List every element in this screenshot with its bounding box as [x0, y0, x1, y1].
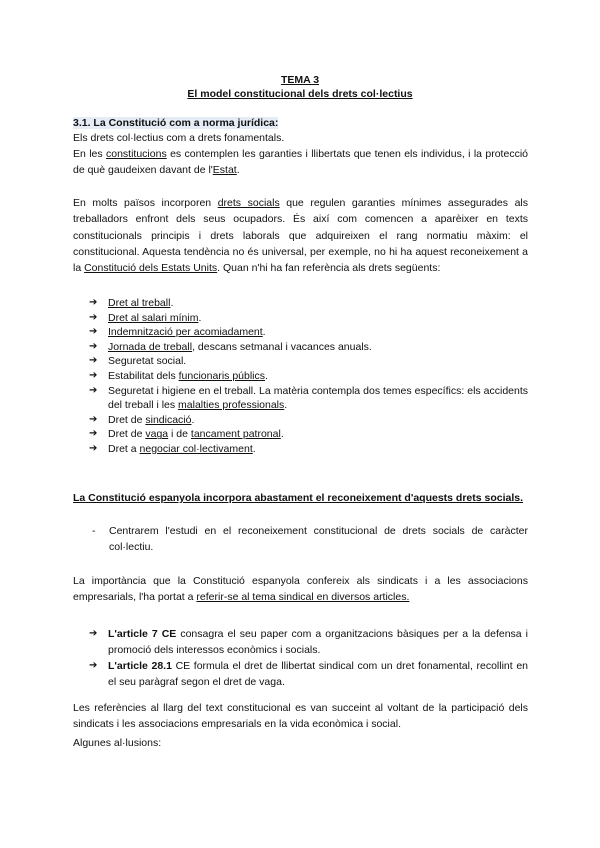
paragraph-constitutions: [73, 146, 528, 179]
dash-bullet: -: [92, 525, 96, 537]
arrow-icon: ➔: [89, 428, 98, 440]
list-link[interactable]: tancament patronal: [190, 428, 281, 441]
list-item: ➔ Indemnització per acomiadament.: [89, 326, 266, 339]
link-drets-socials[interactable]: drets socials: [217, 197, 280, 209]
section-heading: [73, 115, 528, 131]
list-link[interactable]: negociar col·lectivament: [139, 442, 253, 455]
arrow-icon: ➔: [89, 442, 98, 454]
p3-text-a: La importància que la Constitució espanyola confereix als sindicats i a les associacions empresarials, l'ha portat a: [73, 575, 528, 604]
p2-text-b: que regulen garanties mínimes assegurades als treballadors enfront dels seus ocupadors. És així com comencen a aparèixer en texts constitucionals principis i drets laborals que adquireixen el rang normatiu màxim: el constitucional. Aquesta tendència no és universal, per exemple, no hi ha aquest reconeixement a la: [73, 197, 528, 275]
list-link[interactable]: Dret al salari mínim: [108, 311, 199, 324]
list-link[interactable]: funcionaris públics: [178, 369, 266, 382]
arrow-icon: ➔: [89, 660, 98, 671]
article-ref: L'article 7 CE: [108, 628, 177, 640]
section2-heading: La Constitució espanyola incorpora abastament el reconeixement d'aquests drets socials.: [73, 492, 524, 504]
article-item: [89, 658, 528, 690]
p1-text-a: En les: [73, 148, 106, 160]
list-item: ➔ Dret a negociar col·lectivament.: [89, 442, 256, 455]
p2-text-c: . Quan n'hi ha fan referència als drets següents:: [217, 262, 441, 275]
list-item: ➔ Estabilitat dels funcionaris públics.: [89, 369, 268, 382]
link-constitucions[interactable]: constitucions: [106, 148, 167, 160]
rights-list: [89, 296, 528, 457]
list-item: ➔ Seguretat social.: [89, 355, 187, 368]
article-ref: L'article 28.1: [108, 660, 172, 672]
list-item: ➔ Dret de sindicació.: [89, 413, 195, 426]
list-item: ➔ Dret al salari mínim.: [89, 311, 202, 324]
list-link[interactable]: malalties professionals: [178, 399, 285, 412]
p1-text-b: es contemplen les garanties i llibertats que tenen els individus, i la protecció de què gaudeixen davant de l': [73, 148, 528, 177]
list-link[interactable]: vaga: [145, 428, 169, 441]
arrow-icon: ➔: [89, 340, 98, 352]
list-item: ➔ Jornada de treball, descans setmanal i vacances anuals.: [89, 340, 372, 353]
arrow-icon: ➔: [89, 413, 98, 425]
list-item: ➔ Seguretat i higiene en el treball. La matèria contempla dos temes específics: els accidents del treball i les malalties professionals.: [89, 384, 528, 412]
list-link[interactable]: Indemnització per acomiadament: [108, 326, 263, 339]
tema-title: TEMA 3: [280, 74, 320, 86]
arrow-icon: ➔: [89, 311, 98, 323]
dash-list-item: [92, 523, 528, 555]
arrow-icon: ➔: [89, 326, 98, 338]
section-heading-text: 3.1. La Constitució com a norma jurídica:: [73, 117, 279, 129]
link-constitucio-eeuu[interactable]: Constitució dels Estats Units: [84, 262, 218, 275]
list-link[interactable]: Dret al treball: [108, 297, 171, 309]
p1-text-c: .: [236, 164, 240, 177]
link-tema-sindical[interactable]: referir-se al tema sindical en diversos articles.: [196, 591, 410, 604]
paragraph-social-rights: [73, 195, 528, 276]
arrow-icon: ➔: [89, 369, 98, 381]
link-estat[interactable]: Estat: [212, 164, 237, 177]
intro-line: Els drets col·lectius com a drets fonamentals.: [73, 132, 285, 144]
list-item: ➔ Dret al treball.: [89, 297, 174, 309]
p2-text-a: En molts països incorporen: [73, 197, 218, 209]
arrow-icon: ➔: [89, 628, 98, 639]
list-link[interactable]: sindicació: [145, 413, 192, 426]
list-item: ➔ Dret de vaga i de tancament patronal.: [89, 428, 284, 441]
arrow-icon: ➔: [89, 355, 98, 367]
article-item: [89, 626, 528, 658]
arrow-icon: ➔: [89, 297, 98, 308]
article-text: consagra el seu paper com a organitzacions bàsiques per a la defensa i promoció dels interessos econòmics i socials.: [108, 628, 529, 656]
paragraph-allusions: Algunes al·lusions:: [73, 737, 162, 749]
arrow-icon: ➔: [89, 384, 98, 396]
document-subtitle: El model constitucional dels drets col·lectius: [187, 88, 413, 100]
paragraph-importance: [73, 573, 528, 606]
article-text: CE formula el dret de llibertat sindical com un dret fonamental, recollint en el seu paràgraf segon el dret de vaga.: [108, 660, 529, 688]
articles-list: [89, 626, 528, 690]
paragraph-references: Les referències al llarg del text constitucional es van succeint al voltant de la participació dels sindicats i les associacions empresarials en la vida econòmica i social.: [73, 702, 528, 731]
list-link[interactable]: Jornada de treball: [108, 340, 193, 353]
dash-text: Centrarem l'estudi en el reconeixement constitucional de drets socials de caràcter col·lectiu.: [109, 525, 528, 553]
